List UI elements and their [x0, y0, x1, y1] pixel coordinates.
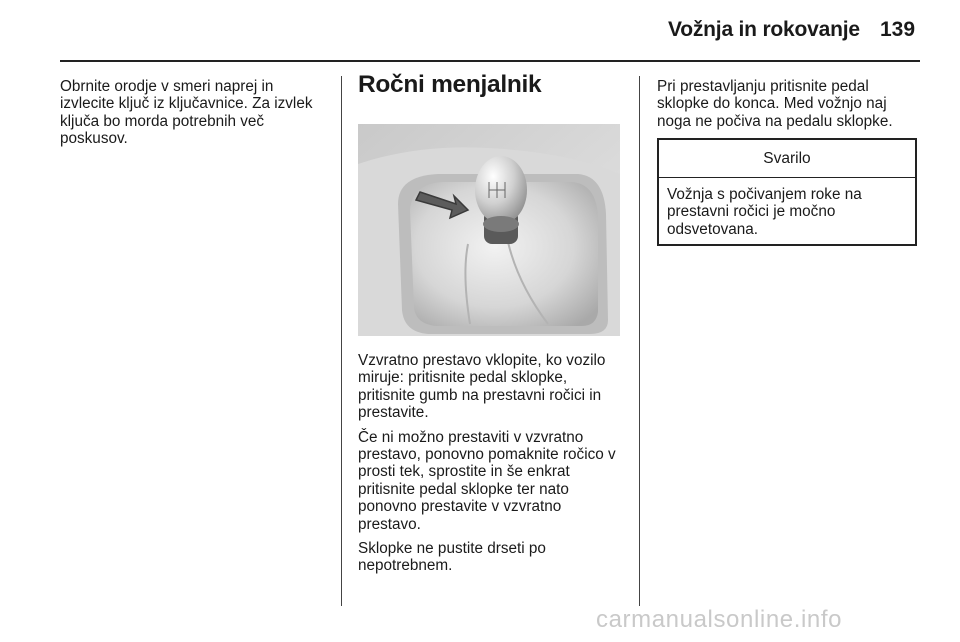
column-3 — [657, 78, 919, 130]
column-divider-1 — [341, 76, 342, 606]
gear-shift-illustration — [358, 124, 620, 336]
warning-text: Vožnja s počivanjem roke na prestavni ročici je močno odsvetovana. — [667, 186, 862, 238]
chapter-title: Vožnja in rokovanje — [668, 18, 860, 41]
page-header — [0, 0, 960, 60]
column-divider-2 — [639, 76, 640, 606]
column-1 — [60, 78, 328, 148]
warning-box — [657, 138, 917, 246]
watermark: carmanualsonline.info — [596, 606, 843, 633]
column-2-heading — [358, 70, 626, 100]
reverse-gear-paragraph: Vzvratno prestavo vklopite, ko vozilo miruje: pritisnite pedal sklopke, pritisnite gumb na prestavni ročici in prestavite. — [358, 352, 606, 422]
clutch-slip-paragraph: Sklopke ne pustite drseti po nepotrebnem. — [358, 540, 546, 575]
gear-shift-svg — [358, 124, 620, 336]
column-1-paragraph: Obrnite orodje v smeri naprej in izvlecite ključ iz ključavnice. Za izvlek ključa bo morda potrebnih več poskusov. — [60, 78, 313, 148]
column-2-text — [358, 352, 626, 582]
header-rule — [60, 60, 920, 62]
reverse-gear-retry-paragraph: Če ni možno prestaviti v vzvratno prestavo, ponovno pomaknite ročico v prosti tek, sprostite in še enkrat pritisnite pedal sklopke ter nato ponovno prestavite v vzvratno prestavo. — [358, 428, 616, 533]
page-number: 139 — [880, 18, 916, 41]
warning-heading: Svarilo — [659, 140, 915, 178]
column-3-paragraph: Pri prestavljanju pritisnite pedal sklopke do konca. Med vožnjo naj noga ne počiva na pedalu sklopke. — [657, 78, 893, 130]
section-title: Ročni menjalnik — [358, 71, 542, 98]
